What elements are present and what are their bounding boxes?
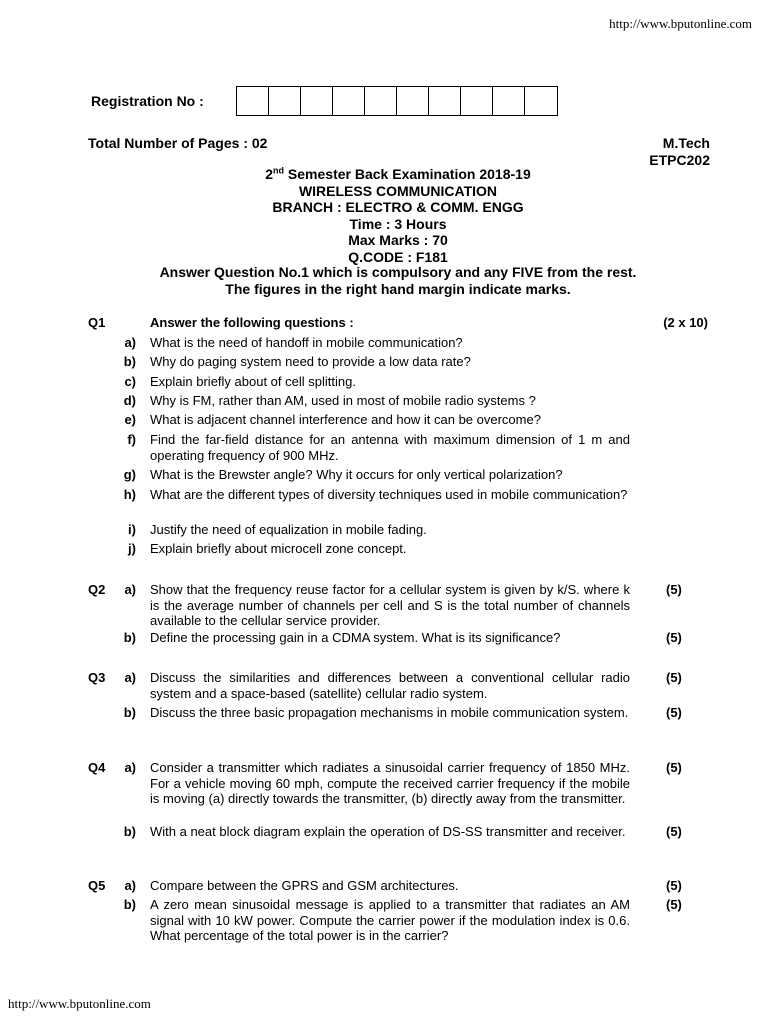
item-text: With a neat block diagram explain the operation of DS-SS transmitter and receiver. [150,824,626,839]
item-label: a) [124,670,136,685]
semester-line [0,166,768,183]
item-label: h) [123,487,136,502]
instructions [0,264,768,298]
item-label: i) [128,522,136,537]
header-url[interactable]: http://www.bputonline.com [609,16,752,31]
question-number: Q1 [88,315,106,330]
course-code [649,135,710,169]
item-label: a) [124,760,136,775]
item-text: A zero mean sinusoidal message is applied to a transmitter that radiates an AM signal with 10 kW power. Compute the carrier power if the modulation index is 0.6. What percentage of the total power is in the carrier? [150,897,630,943]
marks: (5) [666,630,682,645]
item-text: What is the need of handoff in mobile communication? [150,335,463,350]
item-label: j) [128,541,136,556]
q1-title: Answer the following questions : [150,315,354,330]
registration-box [397,87,429,115]
question-number: Q5 [88,878,106,893]
item-text: Explain briefly about of cell splitting. [150,374,356,389]
registration-label: Registration No : [91,93,204,109]
item-label: b) [123,897,136,912]
item-label: g) [123,467,136,482]
item-label: a) [124,335,136,350]
registration-box [237,87,269,115]
item-text: Explain briefly about microcell zone concept. [150,541,407,556]
item-text: Consider a transmitter which radiates a sinusoidal carrier frequency of 1850 MHz. For a vehicle moving 60 mph, compute the received carrier frequency if the mobile is moving (a) directly towards the transmitter, (b) directly away from the transmitter. [150,760,630,806]
item-label: f) [127,432,136,447]
marks: (5) [666,670,682,685]
max-marks: Max Marks : 70 [348,232,448,249]
branch: BRANCH : ELECTRO & COMM. ENGG [272,199,524,216]
footer-url[interactable]: http://www.bputonline.com [8,996,151,1011]
question-number: Q4 [88,760,106,775]
marks: (5) [666,582,682,597]
item-text: What is adjacent channel interference and how it can be overcome? [150,412,541,427]
item-text: Justify the need of equalization in mobile fading. [150,522,427,537]
item-text: Find the far-field distance for an antenna with maximum dimension of 1 m and operating frequency of 900 MHz. [150,432,630,463]
item-text: Show that the frequency reuse factor for a cellular system is given by k/S. where k is the average number of channels per cell and S is the total number of channels available to the cellular service provider. [150,582,630,628]
instruction-1: Answer Question No.1 which is compulsory and any FIVE from the rest. [159,264,637,280]
exam-header [0,166,768,266]
item-text: Why do paging system need to provide a low data rate? [150,354,471,369]
item-text: What are the different types of diversity techniques used in mobile communication? [150,487,628,502]
marks: (5) [666,878,682,893]
item-label: c) [124,374,136,389]
q1-marks: (2 x 10) [663,315,708,330]
item-label: a) [124,878,136,893]
item-text: Why is FM, rather than AM, used in most of mobile radio systems ? [150,393,536,408]
registration-field [91,86,558,116]
item-label: b) [123,630,136,645]
registration-box [365,87,397,115]
subject: WIRELESS COMMUNICATION [298,182,498,199]
total-pages: Total Number of Pages : 02 [88,135,268,151]
item-text: Discuss the similarities and differences between a conventional cellular radio system and a space-based (satellite) cellular radio system. [150,670,630,701]
semester-text: 2 [265,166,274,182]
item-text: Compare between the GPRS and GSM architectures. [150,878,459,893]
time: Time : 3 Hours [349,215,447,232]
instruction-2: The figures in the right hand margin indicate marks. [225,281,571,297]
marks: (5) [666,897,682,912]
item-label: d) [123,393,136,408]
item-label: b) [123,354,136,369]
semester-text: nd [273,165,285,176]
item-label: e) [124,412,136,427]
marks: (5) [666,705,682,720]
marks: (5) [666,760,682,775]
registration-box [269,87,301,115]
registration-box [333,87,365,115]
registration-box [525,87,557,115]
registration-boxes [236,86,558,116]
registration-box [493,87,525,115]
paper-code: ETPC202 [649,152,710,168]
item-text: Discuss the three basic propagation mechanisms in mobile communication system. [150,705,629,720]
item-label: b) [123,824,136,839]
item-text: Define the processing gain in a CDMA system. What is its significance? [150,630,561,645]
question-number: Q2 [88,582,106,597]
semester-text: Semester Back Examination 2018-19 [284,166,531,182]
qcode: Q.CODE : F181 [348,248,448,265]
registration-box [461,87,493,115]
course-name: M.Tech [662,135,710,151]
registration-box [301,87,333,115]
item-text: What is the Brewster angle? Why it occurs for only vertical polarization? [150,467,563,482]
item-label: b) [123,705,136,720]
item-label: a) [124,582,136,597]
marks: (5) [666,824,682,839]
question-number: Q3 [88,670,106,685]
registration-box [429,87,461,115]
